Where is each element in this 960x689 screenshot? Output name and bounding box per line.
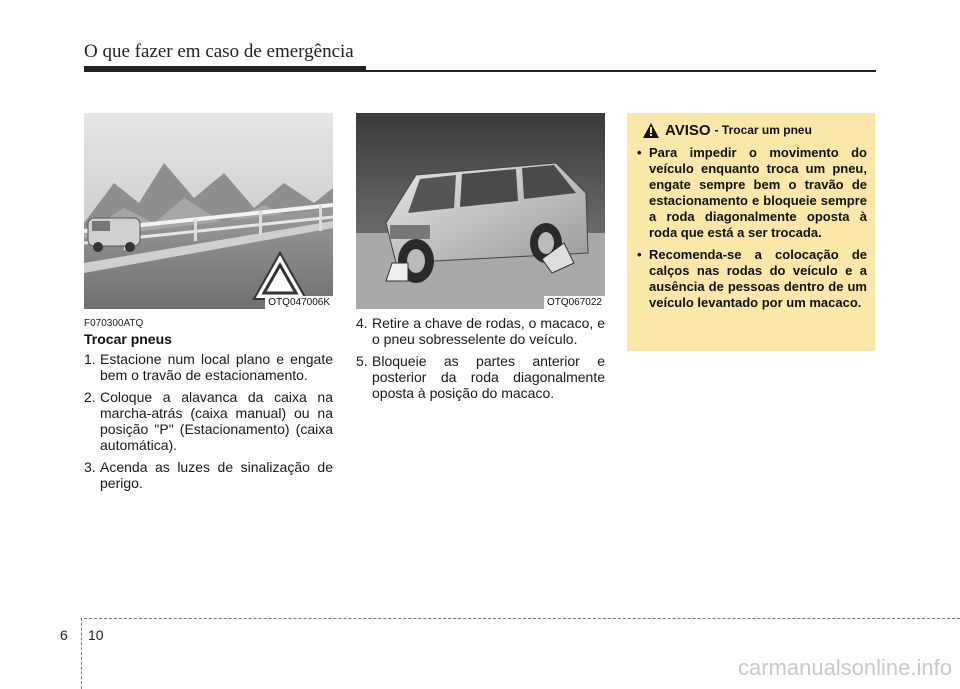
list-item: 2. Coloque a alavanca da caixa na marcha-atrás (caixa manual) ou na posição "P" (Estacionamento) (caixa automática).	[84, 389, 333, 453]
figure-roadside-hazard-triangle	[84, 113, 333, 309]
header-rule-thin	[360, 70, 876, 72]
warning-box	[627, 113, 875, 351]
figure-code: OTQ067022	[544, 296, 605, 309]
steps-list-col1	[84, 351, 333, 497]
warning-list	[635, 145, 867, 311]
list-item: 3. Acenda as luzes de sinalização de perigo.	[84, 459, 333, 491]
footer-rule	[84, 618, 960, 620]
warning-title: AVISO	[665, 121, 711, 139]
page-header-title: O que fazer em caso de emergência	[84, 41, 354, 62]
figure-van-on-jack	[356, 113, 605, 309]
steps-list-col2	[356, 315, 605, 407]
roadside-illustration	[84, 113, 333, 309]
list-item: 4. Retire a chave de rodas, o macaco, e o pneu sobresselente do veículo.	[356, 315, 605, 347]
list-item: • Recomenda-se a colocação de calços nas rodas do veículo e a ausência de pessoas dentro de um veículo levantado por um macaco.	[635, 247, 867, 311]
warning-heading	[643, 119, 867, 141]
warning-triangle-icon	[643, 123, 659, 138]
list-item: • Para impedir o movimento do veículo enquanto troca um pneu, engate sempre bem o travão de estacionamento e bloqueie sempre a roda diagonalmente oposta à roda que está a ser trocada.	[635, 145, 867, 241]
chapter-number: 6	[60, 627, 68, 643]
figure-code: OTQ047006K	[265, 296, 333, 309]
watermark: carmanualsonline.info	[737, 655, 952, 680]
van-jack-illustration	[356, 113, 605, 309]
page-number: 10	[88, 627, 104, 643]
list-item: 5. Bloqueie as partes anterior e posterior da roda diagonalmente oposta à posição do macaco.	[356, 353, 605, 401]
header-rule-thick	[84, 66, 366, 72]
section-title: Trocar pneus	[84, 331, 172, 347]
footer-divider	[81, 618, 82, 689]
warning-subtitle: - Trocar um pneu	[714, 123, 812, 137]
section-ref-code: F070300ATQ	[84, 318, 144, 329]
list-item: 1. Estacione num local plano e engate bem o travão de estacionamento.	[84, 351, 333, 383]
